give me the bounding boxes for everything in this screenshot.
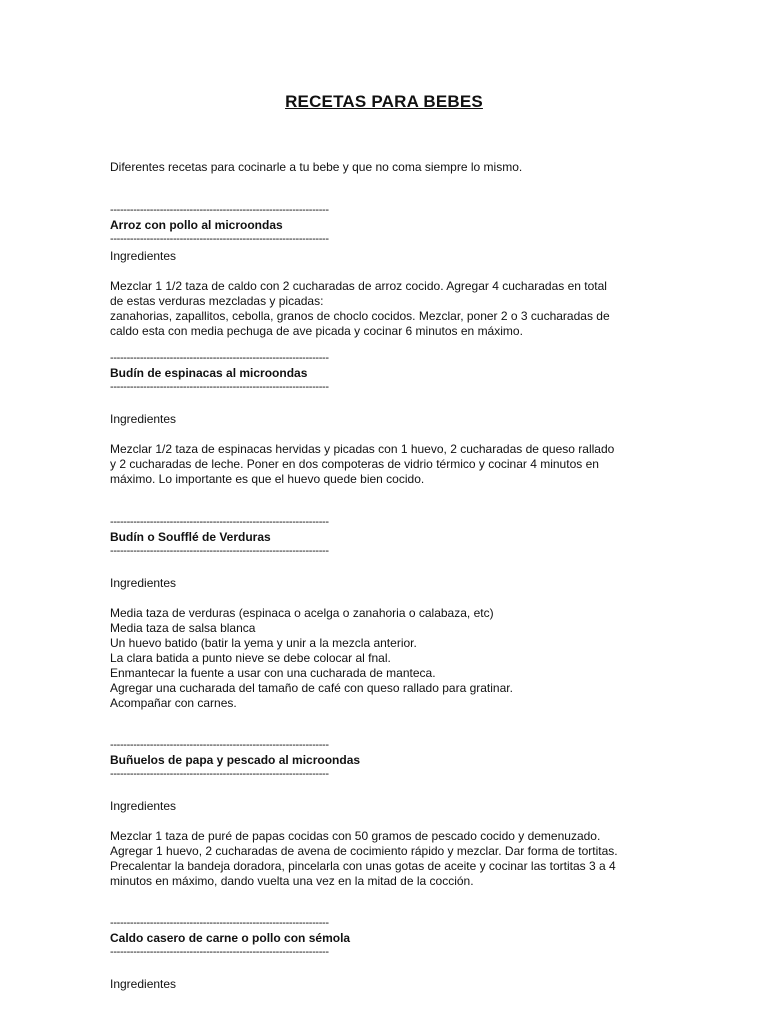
recipe-line: Mezclar 1 taza de puré de papas cocidas con 50 gramos de pescado cocido y demenuzado. xyxy=(110,829,601,843)
separator-line: ------------------------------------------------------------------ xyxy=(110,948,329,957)
recipe-line: Media taza de salsa blanca xyxy=(110,621,256,635)
recipe-line: Precalentar la bandeja doradora, pincelarla con unas gotas de aceite y cocinar las tortitas 3 a 4 xyxy=(110,859,616,873)
recipe-section xyxy=(110,741,670,889)
recipe-line: Mezclar 1 1/2 taza de caldo con 2 cucharadas de arroz cocido. Agregar 4 cucharadas en total xyxy=(110,279,607,293)
recipe-body xyxy=(110,829,670,889)
separator-line: ------------------------------------------------------------------ xyxy=(110,770,329,779)
separator-line: ------------------------------------------------------------------ xyxy=(110,354,329,363)
recipe-line: Media taza de verduras (espinaca o acelga o zanahoria o calabaza, etc) xyxy=(110,606,494,620)
ingredients-label: Ingredientes xyxy=(110,576,177,590)
recipe-section xyxy=(110,206,670,339)
recipe-line: de estas verduras mezcladas y picadas: xyxy=(110,294,324,308)
recipe-line: y 2 cucharadas de leche. Poner en dos compoteras de vidrio térmico y cocinar 4 minutos en xyxy=(110,457,599,471)
separator-line: ------------------------------------------------------------------ xyxy=(110,235,329,244)
intro-text: Diferentes recetas para cocinarle a tu bebe y que no coma siempre lo mismo. xyxy=(110,160,523,174)
separator-line: ------------------------------------------------------------------ xyxy=(110,919,329,928)
recipe-line: Agregar una cucharada del tamaño de café con queso rallado para gratinar. xyxy=(110,681,513,695)
page-title: RECETAS PARA BEBES xyxy=(285,92,483,111)
recipe-line: Enmantecar la fuente a usar con una cucharada de manteca. xyxy=(110,666,436,680)
recipe-title: Caldo casero de carne o pollo con sémola xyxy=(110,931,351,945)
recipe-title: Budín o Soufflé de Verduras xyxy=(110,530,271,544)
recipe-line: Agregar 1 huevo, 2 cucharadas de avena de cocimiento rápido y mezclar. Dar forma de tortitas. xyxy=(110,844,618,858)
recipe-line: La clara batida a punto nieve se debe colocar al fnal. xyxy=(110,651,391,665)
recipe-title: Arroz con pollo al microondas xyxy=(110,218,283,232)
recipe-line: caldo esta con media pechuga de ave picada y cocinar 6 minutos en máximo. xyxy=(110,324,523,338)
ingredients-label: Ingredientes xyxy=(110,799,177,813)
recipe-body xyxy=(110,442,670,487)
separator-line: ------------------------------------------------------------------ xyxy=(110,206,329,215)
ingredients-label: Ingredientes xyxy=(110,977,177,991)
recipe-section xyxy=(110,518,670,711)
recipe-body xyxy=(110,279,670,339)
ingredients-label: Ingredientes xyxy=(110,249,177,263)
ingredients-label: Ingredientes xyxy=(110,412,177,426)
separator-line: ------------------------------------------------------------------ xyxy=(110,518,329,527)
recipe-line: Acompañar con carnes. xyxy=(110,696,237,710)
recipe-line: Un huevo batido (batir la yema y unir a la mezcla anterior. xyxy=(110,636,417,650)
separator-line: ------------------------------------------------------------------ xyxy=(110,741,329,750)
recipe-body xyxy=(110,606,670,711)
recipe-section xyxy=(110,919,670,992)
recipe-line: Mezclar 1/2 taza de espinacas hervidas y picadas con 1 huevo, 2 cucharadas de queso rallado xyxy=(110,442,615,456)
separator-line: ------------------------------------------------------------------ xyxy=(110,383,329,392)
recipe-title: Budín de espinacas al microondas xyxy=(110,366,308,380)
recipe-line: máximo. Lo importante es que el huevo quede bien cocido. xyxy=(110,472,425,486)
recipe-section xyxy=(110,354,670,487)
recipe-line: zanahorias, zapallitos, cebolla, granos de choclo cocidos. Mezclar, poner 2 o 3 cucharadas de xyxy=(110,309,610,323)
recipe-line: minutos en máximo, dando vuelta una vez en la mitad de la cocción. xyxy=(110,874,474,888)
recipe-title: Buñuelos de papa y pescado al microondas xyxy=(110,753,361,767)
separator-line: ------------------------------------------------------------------ xyxy=(110,547,329,556)
